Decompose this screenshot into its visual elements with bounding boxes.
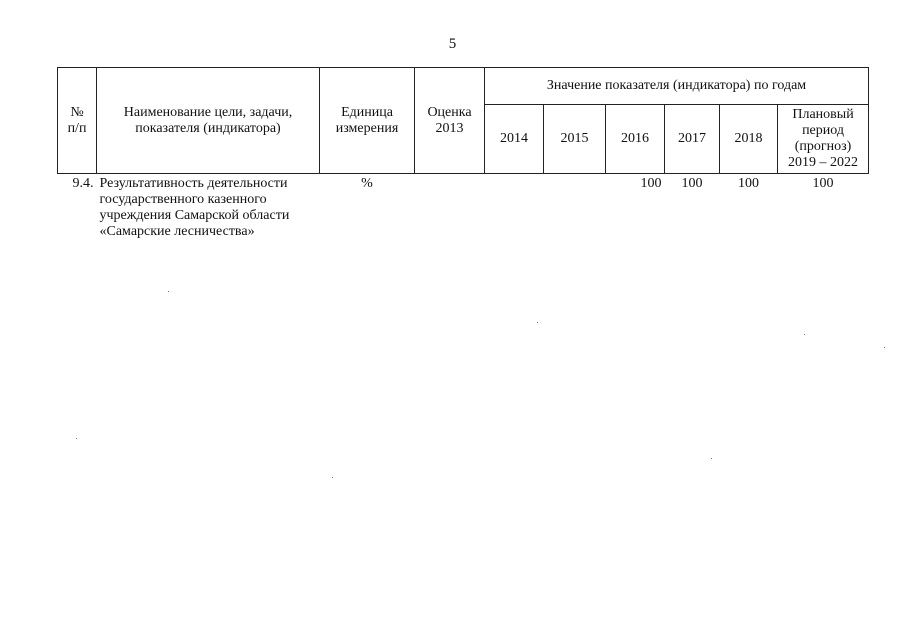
- header-year-2016: 2016: [606, 105, 665, 174]
- row-name-line-2: государственного казенного: [99, 192, 267, 207]
- header-name: [97, 68, 320, 174]
- table-row: [58, 174, 869, 241]
- row-name-line-1: Результативность деятельности: [99, 176, 288, 191]
- row-value-2015: [544, 174, 606, 241]
- header-estimate-line-2: 2013: [435, 120, 464, 136]
- scan-speck: [76, 438, 77, 439]
- row-value-2014: [485, 174, 544, 241]
- row-name-line-4: «Самарские лесничества»: [99, 224, 255, 239]
- header-unit-line-1: Единица: [341, 104, 393, 120]
- header-unit: [320, 68, 415, 174]
- header-year-2014: 2014: [485, 105, 544, 174]
- row-name-line-3: учреждения Самарской области: [99, 208, 290, 223]
- page-number: 5: [448, 36, 457, 52]
- header-num-line-2: п/п: [67, 120, 87, 136]
- header-year-2018: 2018: [720, 105, 778, 174]
- header-plan-line-3: (прогноз): [794, 139, 852, 154]
- row-indicator-name: [97, 174, 320, 241]
- header-name-line-1: Наименование цели, задачи,: [123, 104, 293, 120]
- header-name-line-2: показателя (индикатора): [135, 120, 281, 136]
- scan-speck: [711, 458, 712, 459]
- row-num: 9.4.: [72, 176, 94, 191]
- row-value-2018: 100: [738, 176, 759, 191]
- header-num-line-1: №: [70, 104, 84, 120]
- header-estimate-line-1: Оценка: [427, 104, 472, 120]
- header-unit-line-2: измерения: [335, 120, 399, 136]
- header-plan-line-1: Плановый: [792, 107, 854, 122]
- row-value-plan: 100: [812, 176, 834, 191]
- header-plan-line-4: 2019 – 2022: [788, 155, 859, 170]
- scan-speck: [332, 477, 333, 478]
- indicators-table: [57, 67, 869, 240]
- header-year-2017: 2017: [665, 105, 720, 174]
- header-values-group: Значение показателя (индикатора) по годам: [485, 68, 869, 105]
- header-num: [58, 68, 97, 174]
- header-plan-line-2: период: [802, 123, 844, 138]
- header-plan-period: [778, 105, 869, 174]
- row-value-2017: 100: [681, 176, 703, 191]
- scan-speck: [168, 291, 169, 292]
- header-year-2015: 2015: [544, 105, 606, 174]
- row-value-2016: 100: [640, 176, 662, 191]
- header-estimate: [415, 68, 485, 174]
- scan-speck: [537, 322, 538, 323]
- scan-speck: [884, 347, 885, 348]
- scan-speck: [804, 334, 805, 335]
- row-estimate-2013: [415, 174, 485, 241]
- row-unit: %: [361, 176, 373, 191]
